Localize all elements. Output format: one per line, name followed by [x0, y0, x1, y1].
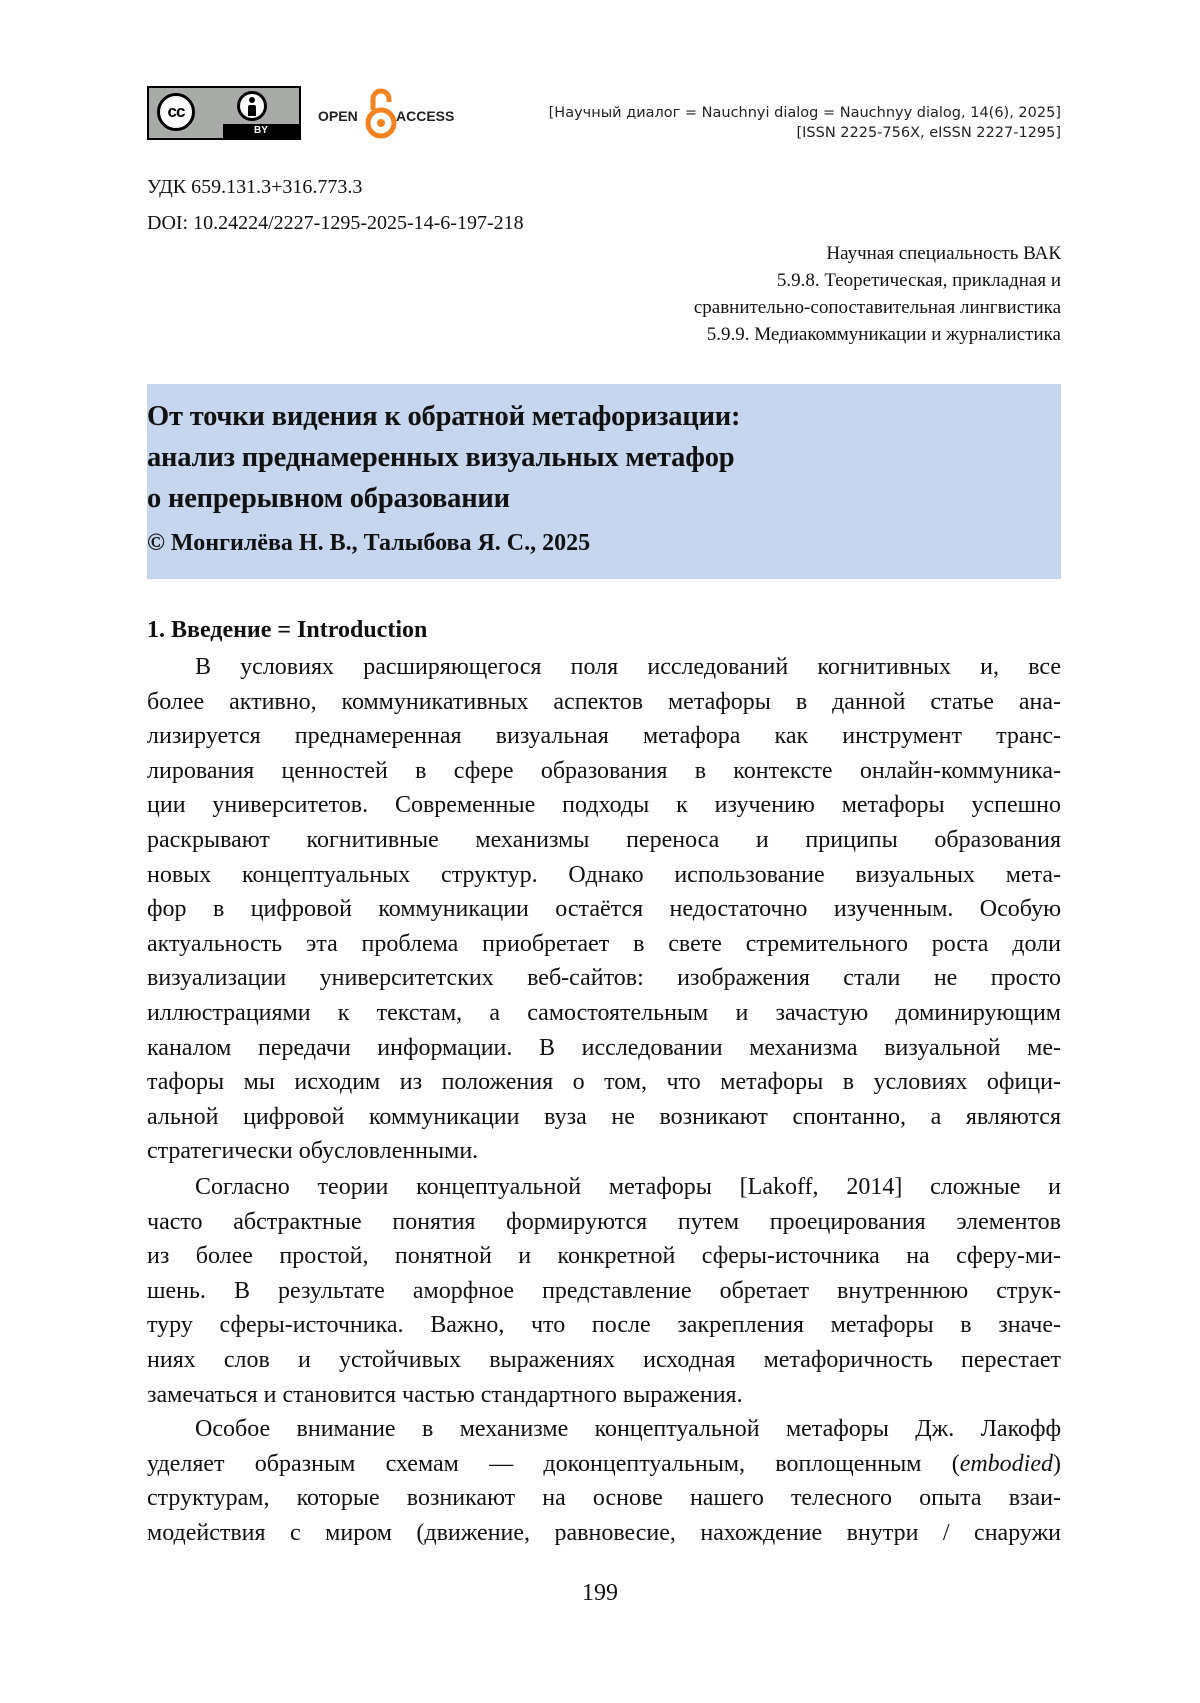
open-access-lock-icon: [364, 86, 398, 140]
text-line: альной цифровой коммуникации вуза не возникают спонтанно, а являются: [147, 1103, 1061, 1130]
article-title-line: о непрерывном образовании: [147, 483, 510, 514]
doi-link[interactable]: DOI: 10.24224/2227-1295-2025-14-6-197-218: [147, 212, 524, 234]
text-line: визуализации университетских веб-сайтов: изображения стали не просто: [147, 965, 1061, 992]
cc-icon: cc: [157, 93, 195, 131]
text-line: Особое внимание в механизме концептуальной метафоры Дж. Лакофф: [195, 1416, 1061, 1442]
specialty-line: Научная специальность ВАК: [826, 243, 1061, 264]
specialty-line: 5.9.8. Теоретическая, прикладная и: [776, 270, 1061, 291]
text-line: фор в цифровой коммуникации остаётся недостаточно изученным. Особую: [147, 896, 1061, 923]
text-line: раскрывают когнитивные механизмы переноса и приципы образования: [147, 826, 1061, 853]
paragraph-1: [147, 650, 1061, 1169]
text-line: каналом передачи информации. В исследовании механизма визуальной ме-: [147, 1034, 1061, 1061]
text-line: структурам, которые возникают на основе нашего телесного опыта взаи-: [147, 1485, 1061, 1512]
specialty-line: 5.9.9. Медиакоммуникации и журналистика: [706, 324, 1061, 345]
text-line: Согласно теории концептуальной метафоры [Lakoff, 2014] сложные и: [195, 1174, 1061, 1200]
open-access-logo: [318, 86, 468, 140]
article-authors: © Монгилёва Н. В., Талыбова Я. С., 2025: [147, 530, 591, 556]
specialty-line: сравнительно-сопоставительная лингвистика: [693, 297, 1061, 318]
text-line: из более простой, понятной и конкретной сферы-источника на сферу-ми-: [147, 1243, 1061, 1270]
udk-code: УДК 659.131.3+316.773.3: [147, 176, 363, 198]
text-fragment: уделяет образным схемам — доконцептуальным, воплощенным (: [147, 1450, 960, 1477]
paragraph-2: [147, 1170, 1061, 1412]
text-line: тафоры мы исходим из положения о том, что метафоры в условиях офици-: [147, 1069, 1061, 1096]
text-line: лирования ценностей в сфере образования в контексте онлайн-коммуника-: [147, 757, 1061, 784]
paragraph-3: [147, 1412, 1061, 1550]
article-title-block: [147, 384, 1061, 579]
open-access-open-label: OPEN: [318, 108, 358, 124]
text-line: иллюстрациями к текстам, а самостоятельным и зачастую доминирующим: [147, 999, 1061, 1026]
article-title-line: От точки видения к обратной метафоризации:: [147, 401, 741, 432]
text-line: шень. В результате аморфное представление обретает внутреннюю струк-: [147, 1277, 1061, 1304]
text-line: более активно, коммуникативных аспектов метафоры в данной статье ана-: [147, 688, 1061, 715]
text-fragment: ): [1053, 1450, 1061, 1477]
journal-citation-line: [Научный диалог = Nauchnyi dialog = Nauchnyy dialog, 14(6), 2025]: [548, 105, 1061, 121]
text-line: часто абстрактные понятия формируются путем проецирования элементов: [147, 1208, 1061, 1235]
cc-by-license-badge[interactable]: [147, 86, 301, 140]
article-title: [147, 396, 740, 519]
emphasis-term: embodied: [959, 1450, 1053, 1477]
open-access-access-label: ACCESS: [396, 108, 455, 124]
text-line: ции университетов. Современные подходы к изучению метафоры успешно: [147, 792, 1061, 819]
attribution-icon: [237, 91, 267, 121]
page-number: 199: [582, 1580, 618, 1606]
article-title-line: анализ преднамеренных визуальных метафор: [147, 442, 735, 473]
vak-specialty: [694, 240, 1061, 348]
text-line: стратегически обусловленными.: [147, 1138, 479, 1165]
text-line: ниях слов и устойчивых выражениях исходная метафоричность перестает: [147, 1346, 1061, 1373]
section-heading: 1. Введение = Introduction: [147, 617, 428, 643]
journal-citation: [549, 103, 1061, 143]
text-line: замечаться и становится частью стандартного выражения.: [147, 1381, 743, 1408]
text-line: туру сферы-источника. Важно, что после закрепления метафоры в значе-: [147, 1312, 1061, 1339]
text-line: лизируется преднамеренная визуальная метафора как инструмент транс-: [147, 723, 1061, 750]
journal-issn-line: [ISSN 2225-756X, eISSN 2227-1295]: [796, 125, 1061, 141]
text-line: В условиях расширяющегося поля исследований когнитивных и, все: [195, 654, 1061, 680]
text-line: [147, 1447, 1061, 1482]
license-by-label: BY: [223, 124, 299, 138]
text-line: новых концептуальных структур. Однако использование визуальных мета-: [147, 861, 1061, 888]
text-line: актуальность эта проблема приобретает в свете стремительного роста доли: [147, 930, 1061, 957]
text-line: модействия с миром (движение, равновесие, нахождение внутри / снаружи: [147, 1519, 1061, 1546]
